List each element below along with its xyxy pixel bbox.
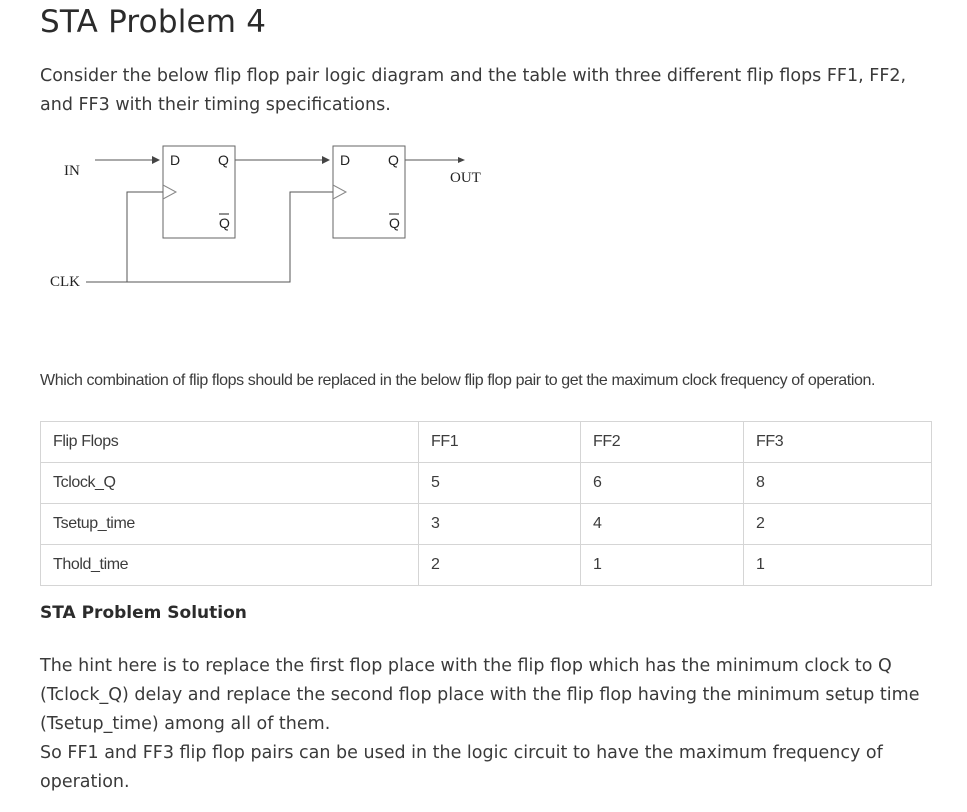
ff2-qbar-label: Q xyxy=(389,215,400,231)
table-cell: 2 xyxy=(419,545,581,586)
table-cell: 6 xyxy=(581,463,744,504)
flip-flop-timing-table xyxy=(40,421,932,586)
ff1-box xyxy=(163,146,235,238)
solution-paragraph: The hint here is to replace the first flop place with the flip flop which has the minimum clock to Q (Tclock_Q) delay and replace the second flop place with the flip flop having the minimum setup time (Tsetup_time) among all of them. xyxy=(40,656,920,734)
table-cell: Tclock_Q xyxy=(41,463,419,504)
table-cell: 3 xyxy=(419,504,581,545)
table-row xyxy=(41,545,932,586)
clk-label: CLK xyxy=(50,274,80,290)
ff2-d-label: D xyxy=(340,152,351,168)
solution-paragraph: So FF1 and FF3 flip flop pairs can be used in the logic circuit to have the maximum frequency of operation. xyxy=(40,743,883,792)
table-cell: Thold_time xyxy=(41,545,419,586)
ff1-qbar-label: Q xyxy=(219,215,230,231)
table-cell: 4 xyxy=(581,504,744,545)
out-arrow xyxy=(458,157,465,163)
table-row xyxy=(41,463,932,504)
ff1-d-arrow xyxy=(152,156,160,164)
ff1-d-label: D xyxy=(170,152,181,168)
question-text: Which combination of flip flops should be replaced in the below flip flop pair to get the maximum clock frequency of operation. xyxy=(40,372,876,389)
table-cell: 5 xyxy=(419,463,581,504)
ff2-box xyxy=(333,146,405,238)
table-header-row xyxy=(41,422,932,463)
page-title: STA Problem 4 xyxy=(40,4,267,40)
flip-flop-diagram xyxy=(40,140,510,300)
table-cell: 2 xyxy=(744,504,932,545)
table-header-cell: FF3 xyxy=(744,422,932,463)
in-label: IN xyxy=(64,163,80,179)
ff1-q-label: Q xyxy=(218,152,229,168)
table-header-cell: Flip Flops xyxy=(41,422,419,463)
table-header-cell: FF2 xyxy=(581,422,744,463)
table-cell: Tsetup_time xyxy=(41,504,419,545)
intro-paragraph: Consider the below flip flop pair logic diagram and the table with three different flip flops FF1, FF2, and FF3 with their timing specifications. xyxy=(40,66,907,115)
table-cell: 1 xyxy=(581,545,744,586)
table-header-cell: FF1 xyxy=(419,422,581,463)
ff2-d-arrow xyxy=(322,156,330,164)
out-label: OUT xyxy=(450,170,481,186)
solution-heading: STA Problem Solution xyxy=(40,603,247,623)
table-cell: 8 xyxy=(744,463,932,504)
solution-text xyxy=(40,652,940,797)
ff2-q-label: Q xyxy=(388,152,399,168)
table-cell: 1 xyxy=(744,545,932,586)
clk-to-ff1-wire xyxy=(86,192,163,282)
table-row xyxy=(41,504,932,545)
